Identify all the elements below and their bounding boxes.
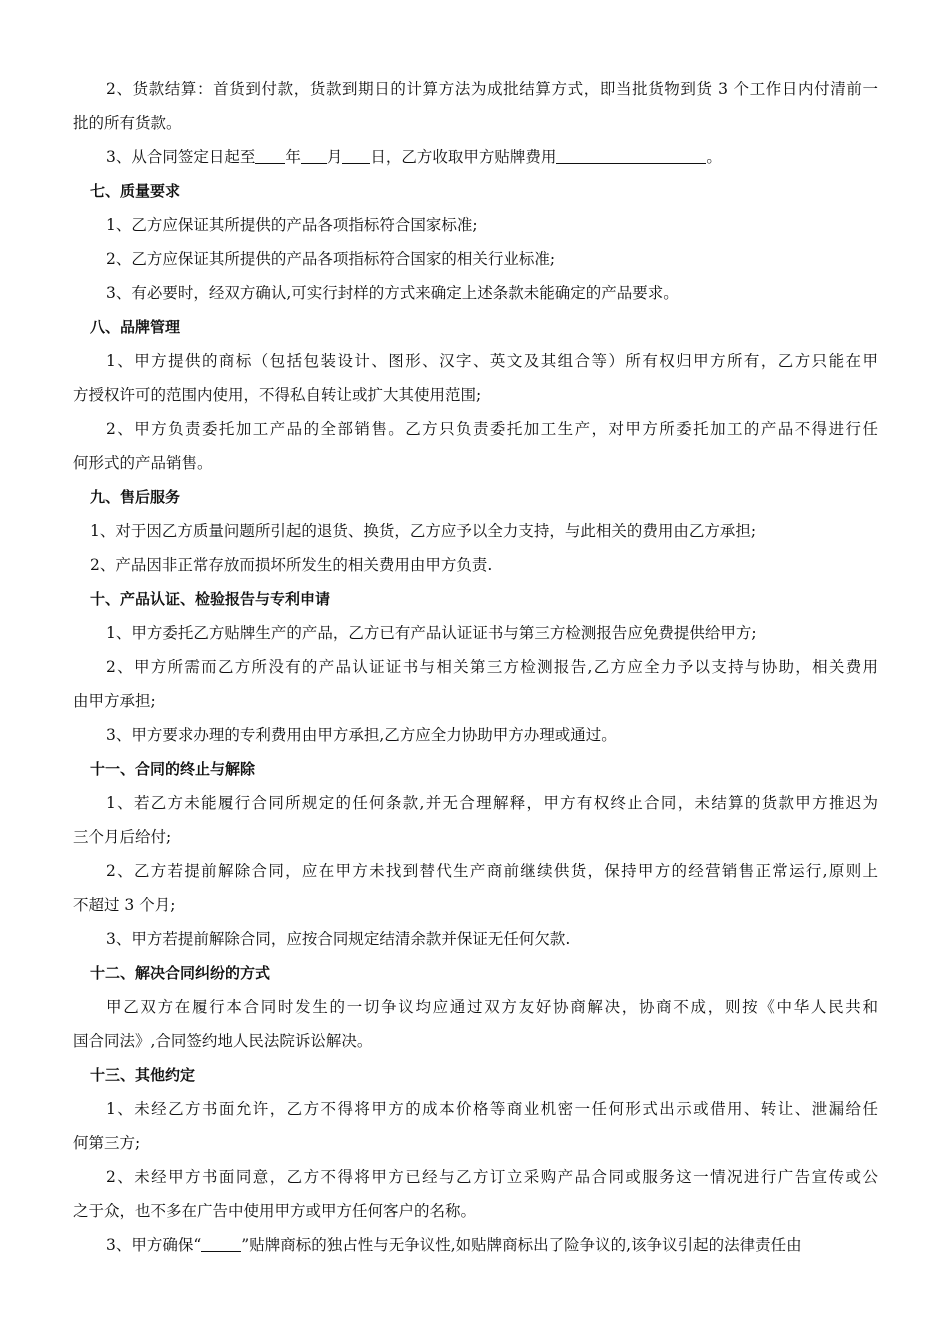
paragraph-line: 3、有必要时，经双方确认,可实行封样的方式来确定上述条款未能确定的产品要求。 (106, 284, 679, 302)
paragraph-line: 1、甲方委托乙方贴牌生产的产品，乙方已有产品认证证书与第三方检测报告应免费提供给甲方; (106, 624, 757, 642)
paragraph-line: 3、甲方要求办理的专利费用由甲方承担,乙方应全力协助甲方办理或通过。 (106, 726, 617, 744)
paragraph-line: 2、产品因非正常存放而损坏所发生的相关费用由甲方负责. (90, 556, 493, 574)
clause-paragraph (73, 650, 878, 718)
clause-paragraph (73, 140, 878, 174)
clause-paragraph (73, 990, 878, 1058)
clause-paragraph (73, 412, 878, 480)
section-heading: 十三、其他约定 (90, 1066, 196, 1084)
paragraph-text: 月 (326, 148, 343, 166)
paragraph-line: 3、甲方若提前解除合同，应按合同规定结清余款并保证无任何欠款. (106, 930, 571, 948)
paragraph-text: 3、甲方确保“ (106, 1236, 202, 1254)
paragraph-line: 1、乙方应保证其所提供的产品各项指标符合国家标准; (106, 216, 478, 234)
paragraph-line: 何形式的产品销售。 (73, 454, 213, 472)
paragraph-text: 3、从合同签定日起至 (106, 148, 256, 166)
section-heading: 十二、解决合同纠纷的方式 (90, 964, 271, 982)
section-heading: 十一、合同的终止与解除 (90, 760, 256, 778)
clause-paragraph (73, 854, 878, 922)
clause-paragraph (73, 344, 878, 412)
paragraph-line: 不超过 3 个月; (73, 896, 176, 914)
blank-underline (201, 1235, 241, 1252)
paragraph-line: 2、乙方应保证其所提供的产品各项指标符合国家的相关行业标准; (106, 250, 556, 268)
paragraph-text: 日，乙方收取甲方贴牌费用 (370, 148, 557, 166)
section-heading: 八、品牌管理 (90, 318, 181, 336)
paragraph-text: 。 (706, 148, 722, 166)
blank-underline (301, 147, 327, 164)
paragraph-line: 批的所有货款。 (73, 114, 182, 132)
paragraph-line: 何第三方; (73, 1134, 141, 1152)
clause-paragraph (73, 514, 878, 548)
paragraph-line: 2、货款结算：首货到付款，货款到期日的计算方法为成批结算方式，即当批货物到货 3 个工作日内付清前一 (106, 80, 878, 98)
paragraph-line: 国合同法》,合同签约地人民法院诉讼解决。 (73, 1032, 373, 1050)
paragraph-line: 1、甲方提供的商标（包括包装设计、图形、汉字、英文及其组合等）所有权归甲方所有，乙方只能在甲 (106, 352, 878, 370)
clause-paragraph (73, 548, 878, 582)
clause-paragraph (73, 276, 878, 310)
clause-paragraph (73, 786, 878, 854)
blank-underline (342, 147, 370, 164)
paragraph-line: 方授权许可的范围内使用，不得私自转让或扩大其使用范围; (73, 386, 482, 404)
section-heading: 七、质量要求 (90, 182, 181, 200)
clause-paragraph (73, 922, 878, 956)
paragraph-text: 年 (285, 148, 301, 166)
clause-paragraph (73, 1160, 878, 1228)
clause-paragraph (73, 208, 878, 242)
clause-paragraph (73, 616, 878, 650)
paragraph-line: 三个月后给付; (73, 828, 172, 846)
paragraph-text: ”贴牌商标的独占性与无争议性,如贴牌商标出了险争议的,该争议引起的法律责任由 (241, 1236, 802, 1254)
clause-paragraph (73, 72, 878, 140)
paragraph-line: 1、未经乙方书面允许，乙方不得将甲方的成本价格等商业机密一任何形式出示或借用、转让、泄漏给任 (106, 1100, 878, 1118)
paragraph-line: 2、甲方所需而乙方所没有的产品认证证书与相关第三方检测报告,乙方应全力予以支持与协助，相关费用 (106, 658, 878, 676)
blank-underline (255, 147, 285, 164)
paragraph-line: 2、甲方负责委托加工产品的全部销售。乙方只负责委托加工生产，对甲方所委托加工的产品不得进行任 (106, 420, 878, 438)
clause-paragraph (73, 1228, 878, 1262)
section-heading: 十、产品认证、检验报告与专利申请 (90, 590, 331, 608)
clause-paragraph (73, 718, 878, 752)
clause-paragraph (73, 242, 878, 276)
paragraph-line: 2、未经甲方书面同意，乙方不得将甲方已经与乙方订立采购产品合同或服务这一情况进行广告宣传或公 (106, 1168, 878, 1186)
section-heading: 九、售后服务 (90, 488, 181, 506)
paragraph-line: 之于众，也不多在广告中使用甲方或甲方任何客户的名称。 (73, 1202, 477, 1220)
clause-paragraph (73, 1092, 878, 1160)
paragraph-line: 甲乙双方在履行本合同时发生的一切争议均应通过双方友好协商解决，协商不成，则按《中华人民共和 (106, 998, 878, 1016)
paragraph-line: 由甲方承担; (73, 692, 156, 710)
blank-underline (556, 147, 706, 164)
paragraph-line: 1、若乙方未能履行合同所规定的任何条款,并无合理解释，甲方有权终止合同，未结算的货款甲方推迟为 (106, 794, 878, 812)
paragraph-line: 2、乙方若提前解除合同，应在甲方未找到替代生产商前继续供货，保持甲方的经营销售正常运行,原则上 (106, 862, 878, 880)
paragraph-line: 1、对于因乙方质量问题所引起的退货、换货，乙方应予以全力支持，与此相关的费用由乙方承担; (90, 522, 757, 540)
